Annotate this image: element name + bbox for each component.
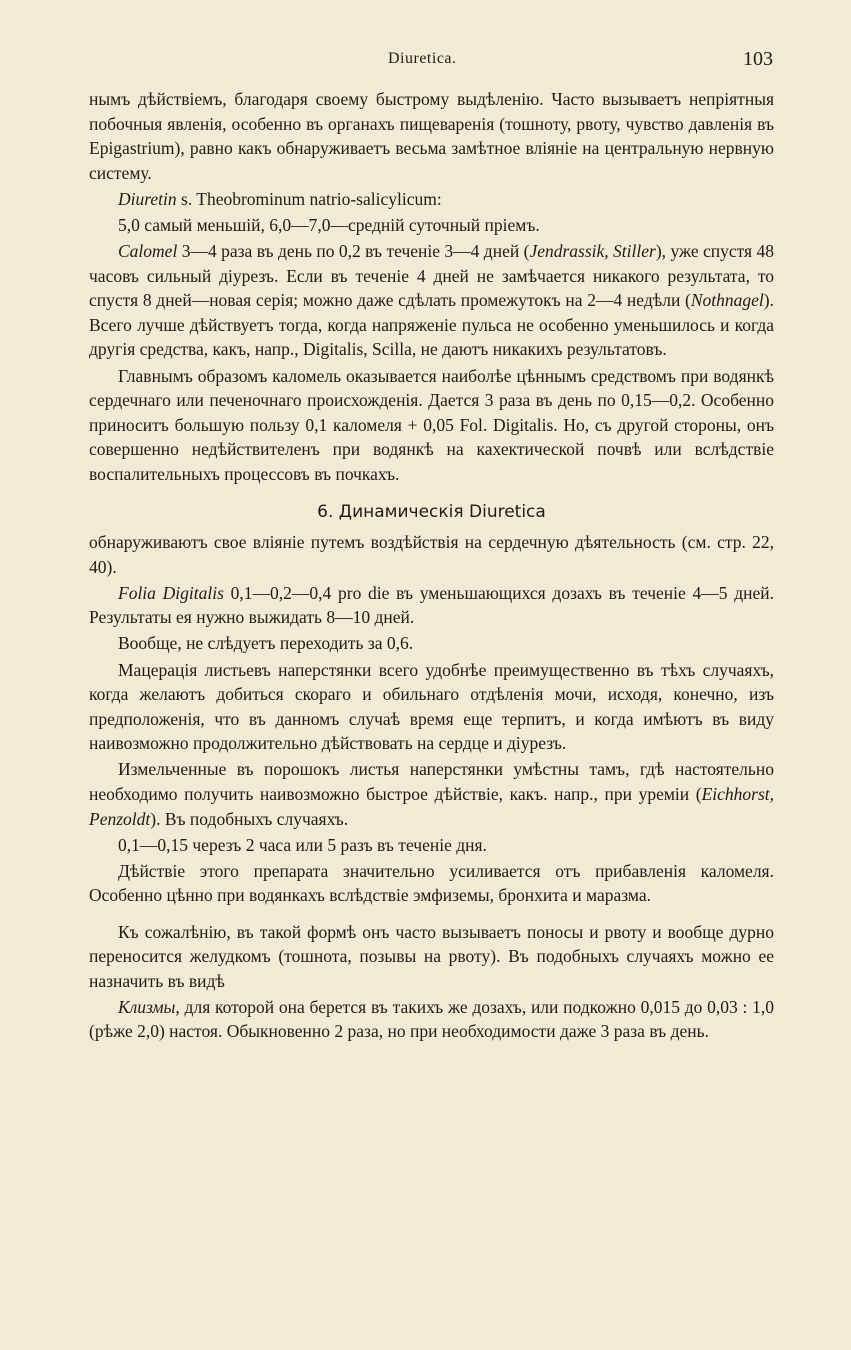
calomel-text-c: ). Всего лучше дѣйствуетъ тогда, когда напряженіе пульса не особенно уменьшилось и когда другія средства, какъ, напр., Digitalis, Scilla, не даютъ никакихъ результатовъ. bbox=[89, 290, 774, 360]
author-reference: Eichhorst, Penzoldt bbox=[89, 784, 774, 829]
paragraph-maceration: Мацерація листьевъ наперстянки всего удобнѣе преимущественно въ тѣхъ случаяхъ, когда желаютъ добиться скораго и обильнаго отдѣленія мочи, исходя, конечно, изъ предположенія, что въ данномъ случаѣ время еще терпитъ, и когда имѣютъ въ виду наивозможно продолжительно дѣйствовать на сердце и діурезъ. bbox=[89, 659, 774, 754]
calomel-text-b: ), уже спустя 48 часовъ сильный діурезъ. Если въ теченіе 4 дней не замѣчается никакого результата, то спустя 8 дней—новая серія; можно даже сдѣлать промежутокъ на 2—4 недѣли ( bbox=[89, 241, 775, 311]
page-header bbox=[0, 48, 851, 72]
paragraph-calomel-usage: Главнымъ образомъ каломель оказывается наиболѣе цѣннымъ средствомъ при водянкѣ сердечнаго или печеночнаго происхожденія. Дается 3 раза въ день по 0,15—0,2. Особенно приноситъ большую пользу 0,1 каломеля + 0,05 Fol. Digitalis. Но, съ другой стороны, онъ совершенно недѣйствителенъ при водянкѣ на кахектической почвѣ или вслѣдствіе воспалительныхъ процессовъ въ почкахъ. bbox=[89, 365, 774, 484]
calomel-text-a: 3—4 раза въ день по 0,2 въ теченіе 3—4 дней ( bbox=[177, 241, 530, 262]
paragraph-powdered-leaves bbox=[89, 757, 774, 831]
folia-digitalis-text: 0,1—0,2—0,4 pro die въ уменьшающихся дозахъ въ теченіе 4—5 дней. Результаты ея нужно выжидать 8—10 дней. bbox=[89, 582, 774, 628]
paragraph-calomel bbox=[89, 239, 774, 362]
body-text bbox=[89, 87, 774, 1045]
paragraph-section-intro: обнаруживаютъ свое вліяніе путемъ воздѣйствія на сердечную дѣятельность (см. стр. 22, 40). bbox=[89, 532, 774, 577]
diuretin-synonym: s. Theobrominum natrio-salicylicum: bbox=[176, 188, 442, 209]
paragraph-calomel-addition: Дѣйствіе этого препарата значительно усиливается отъ прибавленія каломеля. Особенно цѣнно при водянкахъ вслѣдствіе эмфиземы, бронхита и маразма. bbox=[89, 860, 774, 906]
paragraph-diuretin bbox=[89, 187, 774, 212]
page-number: 103 bbox=[743, 48, 773, 70]
paragraph-continuation: нымъ дѣйствіемъ, благодаря своему быстрому выдѣленію. Часто вызываетъ непріятныя побочныя явленія, особенно въ органахъ пищеваренія (тошноту, рвоту, чувство давленія въ Epigastrium), равно какъ обнаруживаетъ весьма замѣтное вліяніе на центральную нервную систему. bbox=[89, 89, 774, 183]
author-reference: Nothnagel bbox=[690, 290, 764, 311]
enema-text: , для которой она берется въ такихъ же дозахъ, или подкожно 0,015 до 0,03 : 1,0 (рѣже 2,0) настоя. Обыкновенно 2 раза, но при необходимости даже 3 раза въ день. bbox=[89, 996, 774, 1042]
drug-name-diuretin: Diuretin bbox=[118, 188, 177, 209]
running-title: Diuretica. bbox=[388, 50, 457, 67]
drug-name-folia-digitalis: Folia Digitalis bbox=[118, 582, 224, 603]
paragraph-diuretin-dose: 5,0 самый меньшій, 6,0—7,0—средній суточный пріемъ. bbox=[118, 214, 540, 235]
paragraph-folia-digitalis bbox=[89, 581, 774, 630]
powder-text-a: Измельченные въ порошокъ листья наперстянки умѣстны тамъ, гдѣ настоятельно необходимо получить наивозможно быстрое дѣйствіе, какъ. напр., при уреміи ( bbox=[89, 759, 774, 805]
drug-name-calomel: Calomel bbox=[118, 241, 178, 262]
author-reference: Jendrassik, Stiller bbox=[529, 241, 656, 262]
paragraph-enema bbox=[89, 995, 774, 1044]
powder-text-b: ). Въ подобныхъ случаяхъ. bbox=[150, 808, 349, 829]
term-enema: Клизмы bbox=[118, 996, 176, 1017]
paragraph-side-effects: Къ сожалѣнію, въ такой формѣ онъ часто вызываетъ поносы и рвоту и вообще дурно переносится желудкомъ (тошнота, позывы на рвоту). Въ подобныхъ случаяхъ можно ее назначить въ видѣ bbox=[89, 921, 774, 991]
section-title: 6. Динамическія Diuretica bbox=[317, 501, 546, 522]
paragraph-dose-limit: Вообще, не слѣдуетъ переходить за 0,6. bbox=[118, 633, 414, 654]
paragraph-powder-dose: 0,1—0,15 черезъ 2 часа или 5 разъ въ теченіе дня. bbox=[118, 834, 487, 855]
spacer bbox=[89, 910, 774, 920]
